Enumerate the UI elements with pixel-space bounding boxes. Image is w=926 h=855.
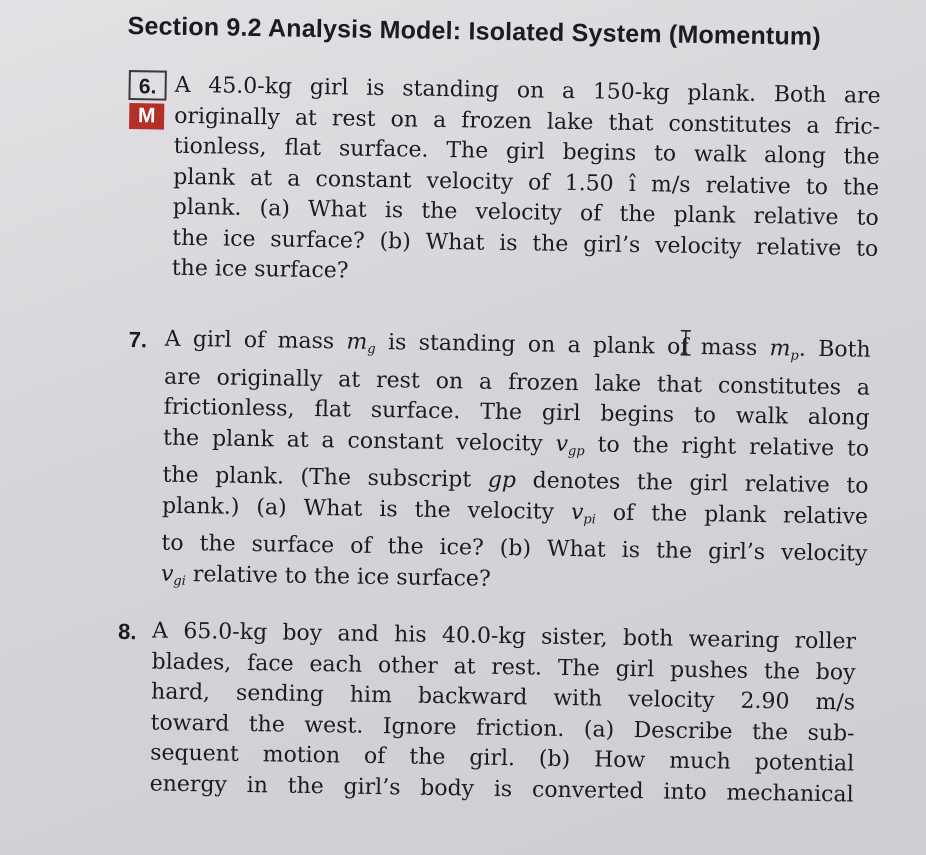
problem-7-line-2: are originally at rest on a frozen lake that constitutes a <box>163 364 871 401</box>
problem-6-line-7: the ice surface? <box>171 255 349 284</box>
problem-8-number: 8. <box>117 618 137 645</box>
section-heading: Section 9.2 Analysis Model: Isolated System (Momentum) <box>127 12 822 51</box>
problem-6-media-badge: M <box>129 103 164 130</box>
symbol-v: v <box>555 431 569 457</box>
problem-6-line-6: the ice surface? (b) What is the girl’s velocity relative to <box>172 225 879 262</box>
text-run: to the right relative to <box>584 431 870 462</box>
problem-6-line-3: tionless, flat surface. The girl begins to walk along the <box>173 133 880 170</box>
subscript-p: p <box>790 348 799 364</box>
text-run: A girl of mass <box>164 326 347 355</box>
problem-7-text <box>161 325 871 608</box>
problem-8-line-6: energy in the girl’s body is converted into mechanical <box>149 770 854 808</box>
problem-6-line-4: plank at a constant velocity of 1.50 î m/s relative to the <box>173 164 880 201</box>
problem-8-text <box>149 616 856 810</box>
text-run: plank.) (a) What is the velocity <box>161 493 572 525</box>
text-run: of the plank relative <box>595 499 869 530</box>
problem-6-line-2: originally at rest on a frozen lake that constitutes a fric- <box>174 103 881 140</box>
problem-7-number: 7. <box>128 327 148 353</box>
text-run: relative to the ice surface? <box>185 561 491 592</box>
problem-6-number: 6. <box>128 70 166 101</box>
problem-8-line-3: hard, sending him backward with velocity 2.90 m/s <box>150 679 856 716</box>
text-run: . Both <box>798 336 871 363</box>
symbol-v: v <box>570 499 584 525</box>
text-run: the plank at a constant velocity <box>162 425 556 457</box>
problem-6-line-1: A 45.0-kg girl is standing on a 150-kg plank. Both are <box>174 72 881 109</box>
subscript-pi: pi <box>583 511 596 527</box>
problem-8-line-4: toward the west. Ignore friction. (a) Describe the sub- <box>150 709 855 747</box>
text-run: is standing on a plank of mass <box>375 329 770 362</box>
problem-7-line-3: frictionless, flat surface. The girl begins to walk along <box>163 394 870 431</box>
symbol-gp: gp <box>487 467 517 494</box>
symbol-m: m <box>769 336 791 362</box>
problem-8-line-2: blades, face each other at rest. The girl pushes the boy <box>151 648 856 686</box>
subscript-gi: gi <box>173 573 186 589</box>
text-run: denotes the girl relative to <box>515 468 869 499</box>
problem-8-line-1: A 65.0-kg boy and his 40.0-kg sister, both wearing roller <box>151 618 857 655</box>
problem-8-line-5: sequent motion of the girl. (b) How much potential <box>149 740 855 777</box>
subscript-g: g <box>367 341 376 357</box>
symbol-v: v <box>160 561 174 587</box>
problem-6-line-5: plank. (a) What is the velocity of the plank relative to <box>172 194 879 231</box>
subscript-gp: gp <box>567 443 585 459</box>
text-run: the plank. (The subscript <box>162 462 489 493</box>
problem-6-text <box>172 71 881 296</box>
symbol-m: m <box>346 329 368 355</box>
problem-7-line-7: to the surface of the ice? (b) What is the girl’s velocity <box>161 530 868 567</box>
